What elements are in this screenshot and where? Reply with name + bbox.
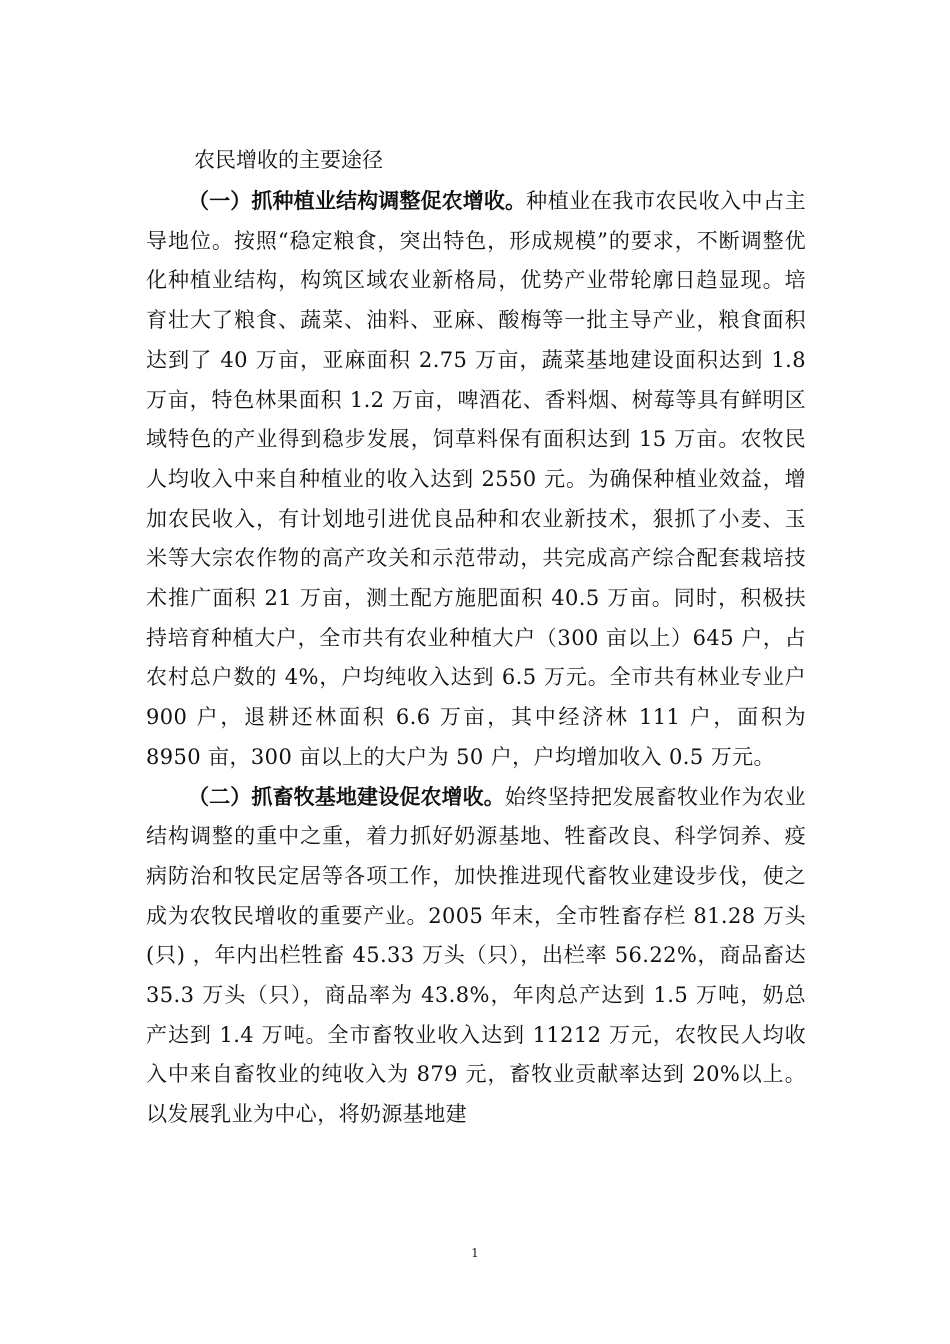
section-heading-livestock: （二）抓畜牧基地建设促农增收。 xyxy=(188,784,505,809)
page-number: 1 xyxy=(471,1246,479,1260)
section-heading-planting: （一）抓种植业结构调整促农增收。 xyxy=(188,189,527,213)
document-title: 农民增收的主要途径 xyxy=(194,148,383,172)
section-body-livestock: 始终坚持把发展畜牧业作为农业结构调整的重中之重，着力抓好奶源基地、牲畜改良、科学饲养、疫病防治和牧民定居等各项工作，加快推进现代畜牧业建设步伐，使之成为农牧民增收的重要产业。2005 年末，全市牲畜存栏 81.28 万头(只) ，年内出栏牲畜 45.33 万头（只），出栏率 56.22%，商品畜达 35.3 万头（只），商品率为 43.8%，年肉总产达到 1.5 万吨，奶总产达到 1.4 万吨。全市畜牧业收入达到 11212 万元，农牧民人均收入中来自畜牧业的纯收入为 879 元，畜牧业贡献率达到 20%以上。以发展乳业为中心，将奶源基地建 xyxy=(146,784,807,1127)
paragraph-livestock xyxy=(146,778,806,1135)
paragraph-planting xyxy=(146,182,806,778)
document-page xyxy=(146,142,806,1135)
section-body-planting: 种植业在我市农民收入中占主导地位。按照“稳定粮食，突出特色，形成规模”的要求，不断调整优化种植业结构，构筑区域农业新格局，优势产业带轮廓日趋显现。培育壮大了粮食、蔬菜、油料、亚麻、酸梅等一批主导产业，粮食面积达到了 40 万亩，亚麻面积 2.75 万亩，蔬菜基地建设面积达到 1.8 万亩，特色林果面积 1.2 万亩，啤酒花、香料烟、树莓等具有鲜明区域特色的产业得到稳步发展，饲草料保有面积达到 15 万亩。农牧民人均收入中来自种植业的收入达到 2550 元。为确保种植业效益，增加农民收入，有计划地引进优良品种和农业新技术，狠抓了小麦、玉米等大宗农作物的高产攻关和示范带动，共完成高产综合配套栽培技术推广面积 21 万亩，测土配方施肥面积 40.5 万亩。同时，积极扶持培育种植大户，全市共有农业种植大户（300 亩以上）645 户，占农村总户数的 4%，户均纯收入达到 6.5 万元。全市共有林业专业户 900 户，退耕还林面积 6.6 万亩，其中经济林 111 户，面积为 8950 亩，300 亩以上的大户为 50 户，户均增加收入 0.5 万元。 xyxy=(146,189,806,769)
